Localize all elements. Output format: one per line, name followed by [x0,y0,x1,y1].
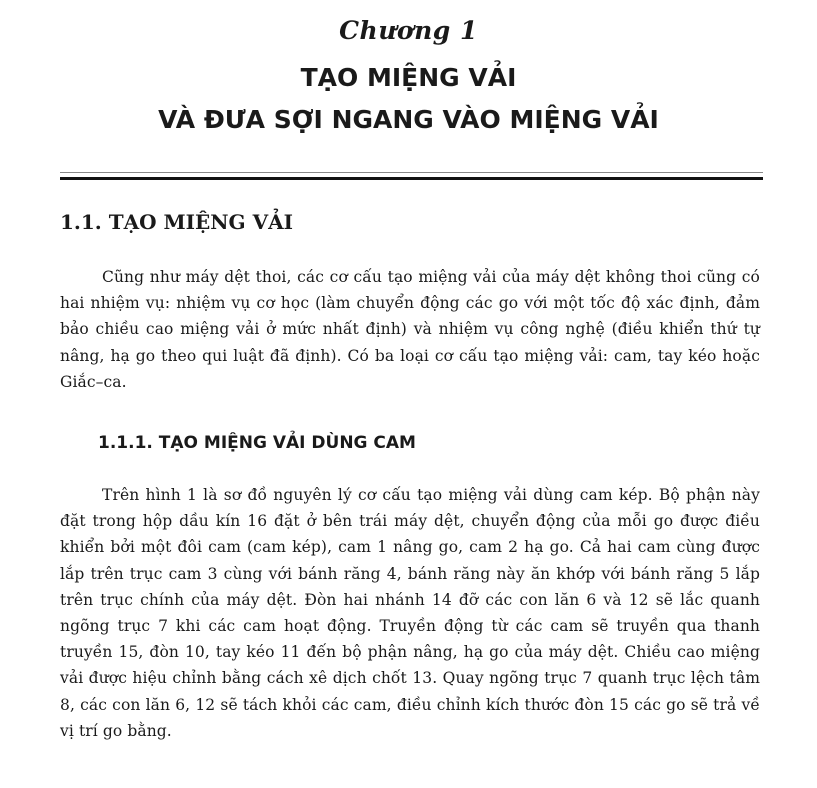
divider-thin [60,172,763,173]
subsection-heading: 1.1.1. TẠO MIỆNG VẢI DÙNG CAM [98,433,416,453]
chapter-title-line-2: VÀ ĐƯA SỢI NGANG VÀO MIỆNG VẢI [158,105,659,134]
subsection-paragraph: Trên hình 1 là sơ đồ nguyên lý cơ cấu tạo miệng vải dùng cam kép. Bộ phận này đặt trong hộp dầu kín 16 đặt ở bên trái máy dệt, chuyển động của mỗi go được điều khiển bởi một đôi cam (cam kép), cam 1 nâng go, cam 2 hạ go. Cả hai cam cùng được lắp trên trục cam 3 cùng với bánh răng 4, bánh răng này ăn khớp với bánh răng 5 lắp trên trục chính của máy dệt. Đòn hai nhánh 14 đỡ các con lăn 6 và 12 sẽ lắc quanh ngõng trục 7 khi các cam hoạt động. Truyền động từ các cam sẽ truyền qua thanh truyền 15, đòn 10, tay kéo 11 đến bộ phận nâng, hạ go của máy dệt. Chiều cao miệng vải được hiệu chỉnh bằng cách xê dịch chốt 13. Quay ngõng trục 7 quanh trục lệch tâm 8, các con lăn 6, 12 sẽ tách khỏi các cam, điều chỉnh kích thước đòn 15 các go sẽ trả về vị trí go bằng. [60,486,760,740]
chapter-label: Chương 1 [339,16,478,45]
divider-thick [60,177,763,180]
section-heading: 1.1. TẠO MIỆNG VẢI [60,210,293,234]
section-paragraph: Cũng như máy dệt thoi, các cơ cấu tạo miệng vải của máy dệt không thoi cũng có hai nhiệm vụ: nhiệm vụ cơ học (làm chuyển động các go với một tốc độ xác định, đảm bảo chiều cao miệng vải ở mức nhất định) và nhiệm vụ công nghệ (điều khiển thứ tự nâng, hạ go theo qui luật đã định). Có ba loại cơ cấu tạo miệng vải: cam, tay kéo hoặc Giắc–ca. [60,268,760,391]
chapter-title-line-1: TẠO MIỆNG VẢI [300,63,517,92]
